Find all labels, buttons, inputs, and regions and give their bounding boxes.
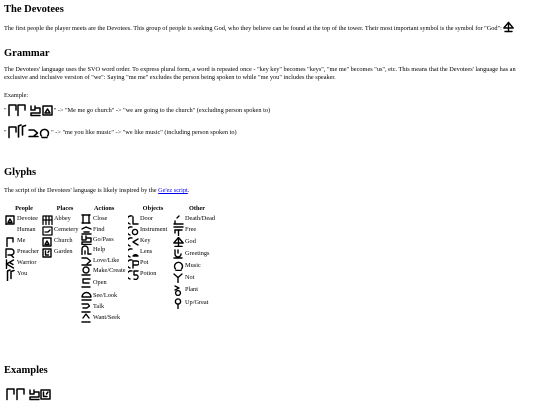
me-me-go-church-glyphs <box>8 104 53 116</box>
abbey-label: Abbey <box>54 215 71 223</box>
lens-label: Lens <box>140 248 153 256</box>
script-text-end: . <box>187 187 190 194</box>
go-glyph-icon <box>80 235 92 245</box>
up-label: Up/Great <box>185 299 209 307</box>
key-glyph-icon <box>127 237 139 247</box>
column-header-actions: Actions <box>94 205 115 212</box>
glyph-row-preacher <box>4 247 44 258</box>
glyph-row-want <box>80 313 138 323</box>
garden-label: Garden <box>54 248 73 256</box>
you-glyph-icon <box>4 270 16 280</box>
warrior-label: Warrior <box>17 259 37 267</box>
help-label: Help <box>93 246 106 254</box>
glyph-row-talk <box>80 302 138 312</box>
god-symbol-icon <box>503 22 514 32</box>
grammar-example-1 <box>4 104 270 116</box>
script-text: The script of the Devotees' language is likely inspired by the <box>4 187 159 194</box>
make-label: Make/Create <box>93 267 126 275</box>
example-1-translation: " -> "Me me go church" -> "we are going to the church" (excluding person spoken to) <box>53 106 271 114</box>
column-header-people: People <box>15 205 33 212</box>
grammar-example-2 <box>4 124 237 138</box>
glyph-row-death <box>172 214 222 225</box>
me-label: Me <box>17 237 26 245</box>
door-glyph-icon <box>127 215 139 225</box>
section-title-grammar: Grammar <box>4 48 50 59</box>
find-glyph-icon <box>80 225 92 235</box>
free-label: Free <box>185 226 197 234</box>
warrior-glyph-icon <box>4 259 16 269</box>
see-label: See/Look <box>93 291 118 299</box>
lens-glyph-icon <box>127 248 139 258</box>
column-header-other: Other <box>188 205 206 212</box>
talk-label: Talk <box>93 303 105 311</box>
human-glyph-icon <box>4 226 16 236</box>
grammar-paragraph: The Devotees' language uses the SVO word order. To express plural form, a word is repeated once - "key key" becomes "keys", "me me" becomes "us", etc. This means that the Devotees' language has an exclusive and inclusive version of "we": Saying "me me" excludes the person being spoken to while "me you" includes the speaker. <box>4 66 516 82</box>
god-glyph-icon <box>172 237 184 247</box>
death-glyph-icon <box>172 215 184 225</box>
you-label: You <box>17 270 28 278</box>
see-glyph-icon <box>80 291 92 301</box>
garden-glyph-icon <box>41 248 53 258</box>
love-label: Love/Like <box>93 256 120 264</box>
music-label: Music <box>185 261 201 269</box>
open-label: Open <box>93 278 107 286</box>
example-label: Example: <box>4 92 29 99</box>
up-glyph-icon <box>172 299 184 309</box>
glyph-row-free <box>172 225 222 236</box>
glyph-row-greetings <box>172 248 222 260</box>
instrument-label: Instrument <box>140 226 168 234</box>
me-glyph-icon <box>4 237 16 247</box>
section-title-glyphs: Glyphs <box>4 167 37 178</box>
go-label: Go/Pass <box>93 235 114 243</box>
talk-glyph-icon <box>80 303 92 313</box>
want-label: Want/Seek <box>93 313 121 321</box>
intro-text: The first people the player meets are the Devotees. This group of people is seeking God, who they believe can be found at the top of the tower. Their most important symbol is the symbol for "God": <box>4 25 504 32</box>
close-label: Close <box>93 215 108 223</box>
me-you-like-music-glyphs <box>8 124 51 138</box>
death-label: Death/Dead <box>185 215 216 223</box>
glyph-row-human <box>4 225 44 236</box>
greetings-label: Greetings <box>185 249 210 257</box>
glyph-row-not <box>172 272 222 284</box>
church-label: Church <box>54 237 73 245</box>
door-label: Door <box>140 215 153 223</box>
church-glyph-icon <box>41 237 53 247</box>
free-glyph-icon <box>172 226 184 236</box>
glyph-row-music <box>172 260 222 272</box>
glyph-row-up <box>172 297 222 310</box>
key-label: Key <box>140 237 151 245</box>
example-2-translation: " -> "me you like music" -> "we like music" (including person spoken to) <box>51 128 237 136</box>
glyph-column-other <box>172 205 222 310</box>
open-glyph-icon <box>80 278 92 288</box>
glyph-row-plant <box>172 284 222 297</box>
open-quote: " <box>4 128 7 136</box>
section-title-examples: Examples <box>4 365 48 376</box>
column-header-places: Places <box>56 205 74 212</box>
preacher-glyph-icon <box>4 248 16 258</box>
preacher-label: Preacher <box>17 248 40 256</box>
potion-label: Potion <box>140 270 157 278</box>
glyph-row-you <box>4 269 44 280</box>
intro-paragraph <box>4 22 532 33</box>
plant-glyph-icon <box>172 286 184 296</box>
cemetery-label: Cemetery <box>54 226 79 234</box>
glyph-row-warrior <box>4 258 44 269</box>
greetings-glyph-icon <box>172 249 184 259</box>
close-glyph-icon <box>80 214 92 224</box>
music-glyph-icon <box>172 261 184 271</box>
examples-glyphs <box>6 388 51 400</box>
make-glyph-icon <box>80 266 92 276</box>
glyph-column-people <box>4 205 44 280</box>
god-label: God <box>185 237 196 245</box>
glyph-row-god <box>172 236 222 248</box>
glyph-row-see <box>80 289 138 302</box>
glyph-row-me <box>4 236 44 247</box>
potion-glyph-icon <box>127 270 139 280</box>
pot-label: Pot <box>140 259 149 267</box>
script-paragraph <box>4 187 189 195</box>
want-glyph-icon <box>80 313 92 323</box>
section-title-devotees: The Devotees <box>4 4 64 15</box>
not-glyph-icon <box>172 273 184 283</box>
help-glyph-icon <box>80 245 92 255</box>
abbey-glyph-icon <box>41 215 53 225</box>
column-header-objects: Objects <box>142 205 164 212</box>
instrument-glyph-icon <box>127 226 139 236</box>
glyph-row-devotee <box>4 214 44 225</box>
pot-glyph-icon <box>127 259 139 269</box>
human-label: Human <box>17 226 36 234</box>
cemetery-glyph-icon <box>41 226 53 236</box>
geez-script-link[interactable]: Ge'ez script <box>158 187 188 194</box>
plant-label: Plant <box>185 286 198 294</box>
not-label: Not <box>185 273 195 281</box>
devotee-glyph-icon <box>4 215 16 225</box>
love-glyph-icon <box>80 256 92 266</box>
devotee-label: Devotee <box>17 215 38 223</box>
find-label: Find <box>93 225 105 233</box>
open-quote: " <box>4 106 7 114</box>
